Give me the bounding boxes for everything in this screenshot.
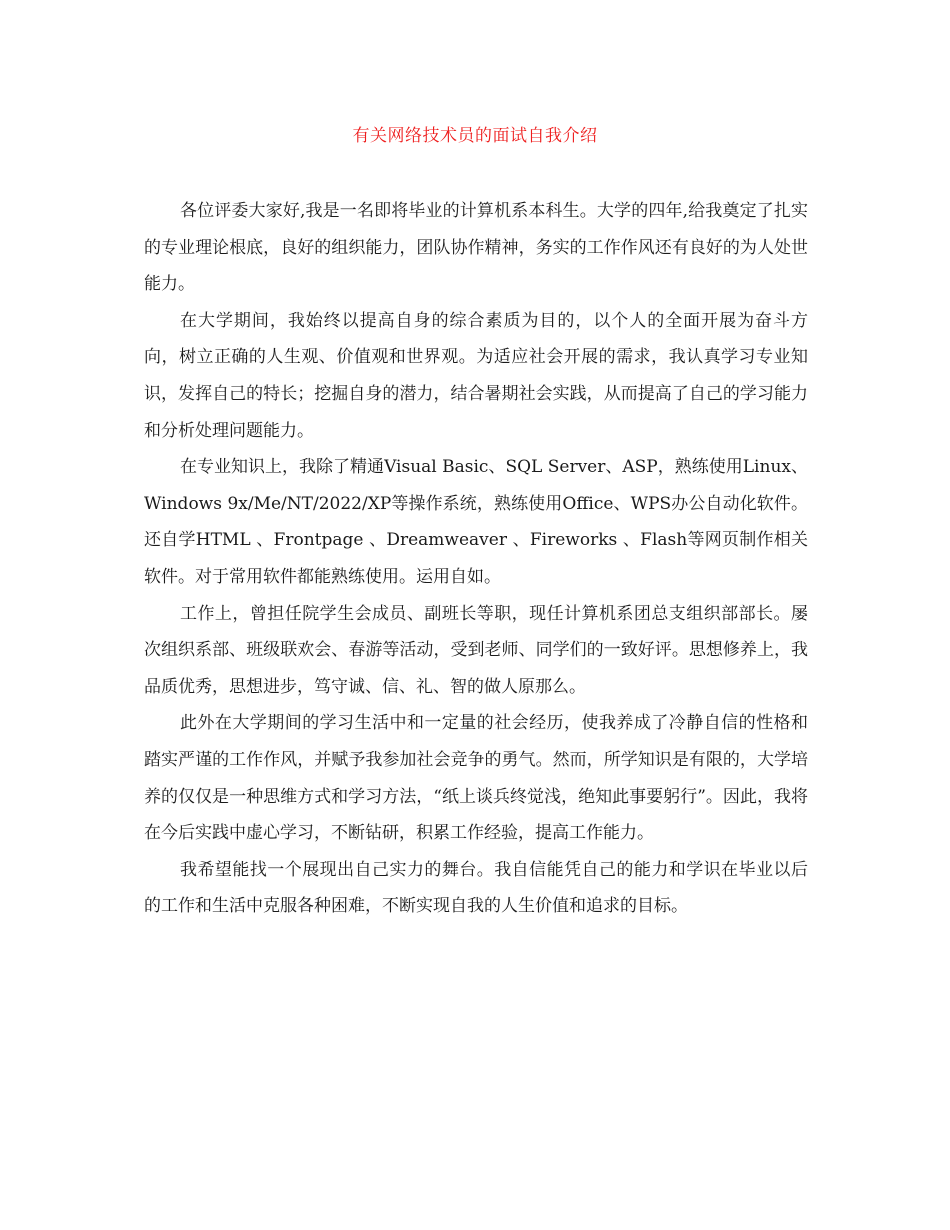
document-title: 有关网络技术员的面试自我介绍 [352,126,598,146]
paragraph-university: 在大学期间，我始终以提高自身的综合素质为目的，以个人的全面开展为奋斗方向，树立正确的人生观、价值观和世界观。为适应社会开展的需求，我认真学习专业知识，发挥自己的特长；挖掘自身的潜力，结合暑期社会实践，从而提高了自己的学习能力和分析处理问题能力。 [144,310,808,441]
paragraph-work: 工作上，曾担任院学生会成员、副班长等职，现任计算机系团总支组织部部长。屡次组织系部、班级联欢会、春游等活动，受到老师、同学们的一致好评。思想修养上，我品质优秀，思想进步，笃守诚、信、礼、智的做人原那么。 [144,603,808,697]
paragraph-character: 此外在大学期间的学习生活中和一定量的社会经历，使我养成了冷静自信的性格和踏实严谨的工作作风，并赋予我参加社会竞争的勇气。然而，所学知识是有限的，大学培养的仅仅是一种思维方式和学习方法，“纸上谈兵终觉浅，绝知此事要躬行”。因此，我将在今后实践中虚心学习，不断钻研，积累工作经验，提高工作能力。 [144,713,808,844]
paragraph-skills: 在专业知识上，我除了精通Visual Basic、SQL Server、ASP，熟练使用Linux、Windows 9x/Me/NT/2022/XP等操作系统，熟练使用Office、WPS办公自动化软件。还自学HTML 、Frontpage 、Dreamweaver 、Fireworks 、Flash等网页制作相关软件。对于常用软件都能熟练使用。运用自如。 [144,457,808,587]
paragraph-goal: 我希望能找一个展现出自己实力的舞台。我自信能凭自己的能力和学识在毕业以后的工作和生活中克服各种困难，不断实现自我的人生价值和追求的目标。 [144,859,808,917]
paragraph-intro: 各位评委大家好,我是一名即将毕业的计算机系本科生。大学的四年,给我奠定了扎实的专业理论根底，良好的组织能力，团队协作精神，务实的工作作风还有良好的为人处世能力。 [144,201,808,295]
document-body [144,193,808,925]
